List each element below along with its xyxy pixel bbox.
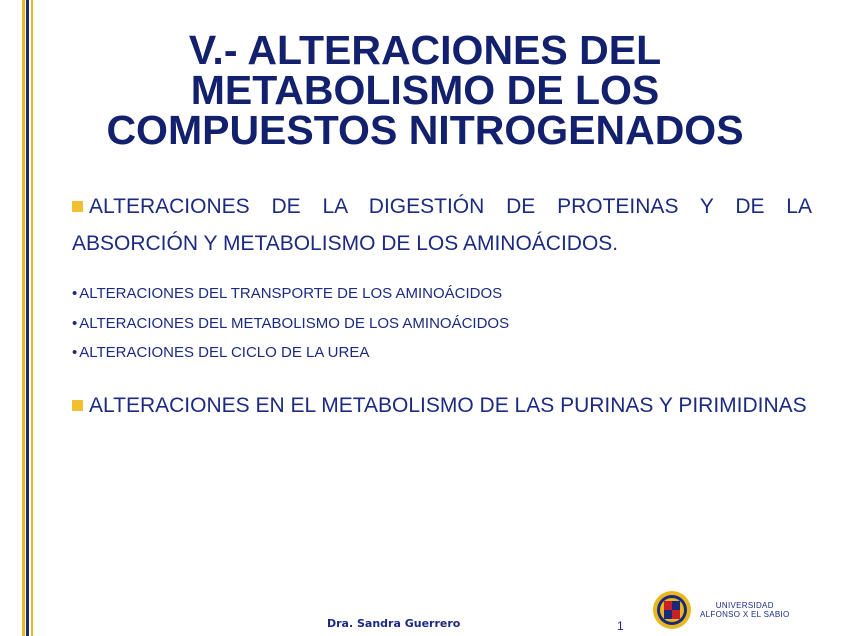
dot-bullet-icon: • [72, 344, 78, 361]
university-name-line: UNIVERSIDAD [715, 601, 774, 610]
sub-bullet-text: ALTERACIONES DEL CICLO DE LA UREA [79, 344, 370, 361]
square-bullet-icon [72, 201, 83, 212]
university-seal-icon [652, 590, 692, 630]
main-bullet-digestion [72, 188, 812, 262]
page-number: 1 [617, 619, 624, 633]
dot-bullet-icon: • [72, 285, 78, 302]
main-bullet-text: ALTERACIONES DE LA DIGESTIÓN DE PROTEINAS Y DE LA ABSORCIÓN Y METABOLISMO DE LOS AMINOÁCIDOS. [72, 195, 812, 255]
sub-bullet-text: ALTERACIONES DEL TRANSPORTE DE LOS AMINOÁCIDOS [79, 285, 503, 302]
sub-bullet-text: ALTERACIONES DEL METABOLISMO DE LOS AMINOÁCIDOS [79, 314, 510, 332]
left-stripe-gold-inner [31, 0, 33, 636]
left-stripe-navy [26, 0, 29, 636]
sub-bullet-item [72, 313, 509, 343]
left-stripe-gold [22, 0, 25, 636]
title-line: V.- ALTERACIONES DEL [188, 27, 662, 73]
square-bullet-icon [72, 400, 83, 411]
main-bullet-purinas [72, 387, 812, 424]
sub-bullet-item [72, 342, 509, 372]
slide-title [40, 27, 810, 153]
university-name-line: ALFONSO X EL SABIO [700, 610, 790, 619]
university-name [700, 601, 790, 619]
title-line: METABOLISMO DE LOS [190, 67, 660, 113]
sub-bullet-list [72, 283, 509, 372]
main-bullet-text: ALTERACIONES EN EL METABOLISMO DE LAS PURINAS Y PIRIMIDINAS [89, 394, 807, 417]
sub-bullet-item [72, 283, 509, 313]
title-line: COMPUESTOS NITROGENADOS [106, 107, 744, 153]
dot-bullet-icon: • [72, 314, 78, 332]
footer-author: Dra. Sandra Guerrero [327, 617, 461, 630]
